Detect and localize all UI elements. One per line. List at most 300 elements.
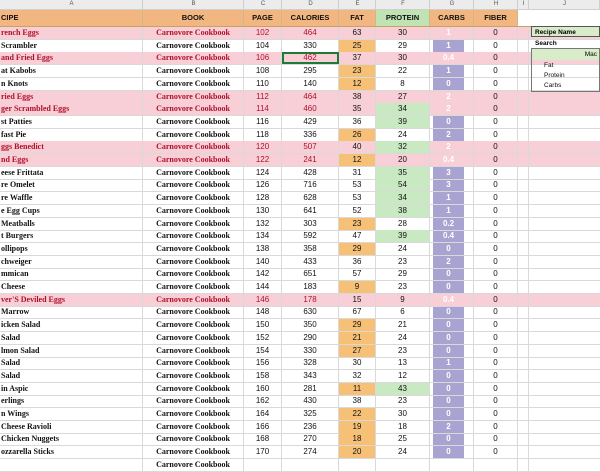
empty-cell[interactable] <box>518 319 529 331</box>
empty-cell[interactable] <box>518 129 529 141</box>
protein-cell[interactable]: 24 <box>376 129 430 141</box>
recipe-cell[interactable]: ver'S Deviled Eggs <box>0 294 143 306</box>
calories-cell[interactable]: 241 <box>282 154 339 166</box>
recipe-cell[interactable]: n Wings <box>0 408 143 420</box>
recipe-cell[interactable]: n Knots <box>0 78 143 90</box>
empty-cell[interactable] <box>518 268 529 280</box>
fiber-cell[interactable]: 0 <box>474 78 518 90</box>
book-cell[interactable]: Carnovore Cookbook <box>143 192 244 204</box>
carbs-cell[interactable]: 0 <box>430 433 474 445</box>
fiber-cell[interactable]: 0 <box>474 154 518 166</box>
calories-cell[interactable]: 330 <box>282 345 339 357</box>
empty-cell[interactable] <box>518 383 529 395</box>
page-cell[interactable]: 156 <box>244 357 282 369</box>
page-cell[interactable]: 148 <box>244 306 282 318</box>
book-cell[interactable]: Carnovore Cookbook <box>143 243 244 255</box>
fat-cell[interactable]: 22 <box>339 408 376 420</box>
carbs-cell[interactable]: 0 <box>430 116 474 128</box>
page-cell[interactable] <box>244 459 282 471</box>
column-letter-g[interactable]: G <box>449 1 455 7</box>
fiber-cell[interactable]: 0 <box>474 141 518 153</box>
protein-cell[interactable]: 23 <box>376 281 430 293</box>
fat-cell[interactable]: 29 <box>339 319 376 331</box>
book-cell[interactable]: Carnovore Cookbook <box>143 433 244 445</box>
page-cell[interactable]: 116 <box>244 116 282 128</box>
calories-cell[interactable]: 464 <box>282 91 339 103</box>
carbs-cell[interactable]: 2 <box>430 129 474 141</box>
book-cell[interactable]: Carnovore Cookbook <box>143 345 244 357</box>
calories-cell[interactable]: 270 <box>282 433 339 445</box>
recipe-cell[interactable]: eese Frittata <box>0 167 143 179</box>
fiber-cell[interactable]: 0 <box>474 306 518 318</box>
empty-cell[interactable] <box>518 154 529 166</box>
protein-cell[interactable]: 24 <box>376 446 430 458</box>
carbs-cell[interactable]: 2 <box>430 91 474 103</box>
fiber-cell[interactable]: 0 <box>474 383 518 395</box>
book-cell[interactable]: Carnovore Cookbook <box>143 91 244 103</box>
page-cell[interactable]: 150 <box>244 319 282 331</box>
calories-cell[interactable]: 328 <box>282 357 339 369</box>
calories-cell[interactable] <box>282 459 339 471</box>
page-cell[interactable]: 166 <box>244 421 282 433</box>
empty-cell[interactable] <box>518 294 529 306</box>
header-recipe[interactable]: CIPE <box>0 10 143 26</box>
calories-cell[interactable]: 303 <box>282 218 339 230</box>
recipe-cell[interactable]: Salad <box>0 370 143 382</box>
recipe-cell[interactable]: ggs Benedict <box>0 141 143 153</box>
protein-cell[interactable]: 38 <box>376 205 430 217</box>
fiber-cell[interactable]: 0 <box>474 40 518 52</box>
fat-cell[interactable]: 19 <box>339 421 376 433</box>
fat-cell[interactable]: 15 <box>339 294 376 306</box>
fat-cell[interactable]: 53 <box>339 192 376 204</box>
book-cell[interactable]: Carnovore Cookbook <box>143 27 244 39</box>
fiber-cell[interactable]: 0 <box>474 319 518 331</box>
fat-cell[interactable]: 23 <box>339 218 376 230</box>
calories-cell[interactable]: 464 <box>282 27 339 39</box>
page-cell[interactable]: 146 <box>244 294 282 306</box>
fiber-cell[interactable]: 0 <box>474 243 518 255</box>
calories-cell[interactable]: 628 <box>282 192 339 204</box>
fat-cell[interactable]: 11 <box>339 383 376 395</box>
empty-cell[interactable] <box>518 103 529 115</box>
empty-cell[interactable] <box>518 243 529 255</box>
fat-cell[interactable]: 52 <box>339 205 376 217</box>
recipe-cell[interactable]: fast Pie <box>0 129 143 141</box>
fiber-cell[interactable] <box>474 459 518 471</box>
recipe-cell[interactable]: st Patties <box>0 116 143 128</box>
empty-cell[interactable] <box>518 141 529 153</box>
fiber-cell[interactable]: 0 <box>474 179 518 191</box>
fiber-cell[interactable]: 0 <box>474 52 518 64</box>
carbs-cell[interactable] <box>430 459 474 471</box>
book-cell[interactable]: Carnovore Cookbook <box>143 370 244 382</box>
recipe-cell[interactable]: Salad <box>0 332 143 344</box>
book-cell[interactable]: Carnovore Cookbook <box>143 40 244 52</box>
carbs-cell[interactable]: 0 <box>430 383 474 395</box>
book-cell[interactable]: Carnovore Cookbook <box>143 65 244 77</box>
protein-cell[interactable]: 34 <box>376 103 430 115</box>
carbs-cell[interactable]: 1 <box>430 192 474 204</box>
calories-cell[interactable]: 178 <box>282 294 339 306</box>
carbs-cell[interactable]: 2 <box>430 421 474 433</box>
page-cell[interactable]: 158 <box>244 370 282 382</box>
book-cell[interactable]: Carnovore Cookbook <box>143 281 244 293</box>
book-cell[interactable]: Carnovore Cookbook <box>143 459 244 471</box>
page-cell[interactable]: 134 <box>244 230 282 242</box>
empty-cell[interactable] <box>518 116 529 128</box>
fiber-cell[interactable]: 0 <box>474 421 518 433</box>
fiber-cell[interactable]: 0 <box>474 129 518 141</box>
fiber-cell[interactable]: 0 <box>474 433 518 445</box>
book-cell[interactable]: Carnovore Cookbook <box>143 319 244 331</box>
page-cell[interactable]: 144 <box>244 281 282 293</box>
fat-cell[interactable]: 12 <box>339 154 376 166</box>
fat-cell[interactable]: 27 <box>339 345 376 357</box>
fat-cell[interactable]: 57 <box>339 268 376 280</box>
recipe-cell[interactable]: Cheese Ravioli <box>0 421 143 433</box>
book-cell[interactable]: Carnovore Cookbook <box>143 129 244 141</box>
protein-cell[interactable]: 8 <box>376 78 430 90</box>
carbs-cell[interactable]: 0 <box>430 408 474 420</box>
carbs-cell[interactable]: 1 <box>430 27 474 39</box>
fat-cell[interactable]: 63 <box>339 27 376 39</box>
empty-cell[interactable] <box>518 345 529 357</box>
book-cell[interactable]: Carnovore Cookbook <box>143 78 244 90</box>
calories-cell[interactable]: 290 <box>282 332 339 344</box>
column-letter-d[interactable]: D <box>308 1 313 7</box>
recipe-cell[interactable]: nd Eggs <box>0 154 143 166</box>
page-cell[interactable]: 170 <box>244 446 282 458</box>
recipe-cell[interactable] <box>0 459 143 471</box>
carbs-cell[interactable]: 0 <box>430 395 474 407</box>
recipe-cell[interactable]: Marrow <box>0 306 143 318</box>
fat-cell[interactable]: 38 <box>339 91 376 103</box>
carbs-cell[interactable]: 1 <box>430 357 474 369</box>
recipe-cell[interactable]: chweiger <box>0 256 143 268</box>
protein-cell[interactable] <box>376 459 430 471</box>
protein-cell[interactable]: 29 <box>376 40 430 52</box>
calories-cell[interactable]: 592 <box>282 230 339 242</box>
fiber-cell[interactable]: 0 <box>474 446 518 458</box>
book-cell[interactable]: Carnovore Cookbook <box>143 306 244 318</box>
column-letter-c[interactable]: C <box>260 1 266 7</box>
protein-cell[interactable]: 30 <box>376 408 430 420</box>
fiber-cell[interactable]: 0 <box>474 332 518 344</box>
carbs-cell[interactable]: 0.4 <box>430 52 474 64</box>
book-cell[interactable]: Carnovore Cookbook <box>143 218 244 230</box>
protein-cell[interactable]: 20 <box>376 154 430 166</box>
carbs-cell[interactable]: 0 <box>430 306 474 318</box>
carbs-cell[interactable]: 0.4 <box>430 294 474 306</box>
page-cell[interactable]: 164 <box>244 408 282 420</box>
fat-cell[interactable]: 36 <box>339 256 376 268</box>
calories-cell[interactable]: 274 <box>282 446 339 458</box>
calories-cell[interactable]: 295 <box>282 65 339 77</box>
empty-cell[interactable] <box>518 256 529 268</box>
recipe-cell[interactable]: ried Eggs <box>0 91 143 103</box>
page-cell[interactable]: 114 <box>244 103 282 115</box>
recipe-cell[interactable]: lmon Salad <box>0 345 143 357</box>
carbs-cell[interactable]: 0 <box>430 332 474 344</box>
fiber-cell[interactable]: 0 <box>474 192 518 204</box>
empty-cell[interactable] <box>518 459 529 471</box>
fiber-cell[interactable]: 0 <box>474 91 518 103</box>
page-cell[interactable]: 112 <box>244 91 282 103</box>
empty-cell[interactable] <box>518 230 529 242</box>
fat-cell[interactable]: 29 <box>339 243 376 255</box>
book-cell[interactable]: Carnovore Cookbook <box>143 103 244 115</box>
carbs-cell[interactable]: 2 <box>430 141 474 153</box>
empty-cell[interactable] <box>518 91 529 103</box>
protein-cell[interactable]: 23 <box>376 256 430 268</box>
empty-cell[interactable] <box>518 433 529 445</box>
fat-cell[interactable]: 9 <box>339 281 376 293</box>
calories-cell[interactable]: 428 <box>282 167 339 179</box>
book-cell[interactable]: Carnovore Cookbook <box>143 52 244 64</box>
fiber-cell[interactable]: 0 <box>474 116 518 128</box>
calories-cell[interactable]: 140 <box>282 78 339 90</box>
fiber-cell[interactable]: 0 <box>474 27 518 39</box>
fiber-cell[interactable]: 0 <box>474 408 518 420</box>
recipe-name-search-label[interactable]: Recipe Name Search <box>531 26 600 37</box>
calories-cell[interactable]: 630 <box>282 306 339 318</box>
recipe-cell[interactable]: in Aspic <box>0 383 143 395</box>
protein-cell[interactable]: 23 <box>376 345 430 357</box>
recipe-cell[interactable]: Cheese <box>0 281 143 293</box>
book-cell[interactable]: Carnovore Cookbook <box>143 141 244 153</box>
empty-cell[interactable] <box>518 357 529 369</box>
carbs-cell[interactable]: 0 <box>430 243 474 255</box>
recipe-cell[interactable]: Chicken Nuggets <box>0 433 143 445</box>
calories-cell[interactable]: 433 <box>282 256 339 268</box>
page-cell[interactable]: 142 <box>244 268 282 280</box>
book-cell[interactable]: Carnovore Cookbook <box>143 179 244 191</box>
carbs-cell[interactable]: 1 <box>430 205 474 217</box>
fat-cell[interactable]: 21 <box>339 332 376 344</box>
fat-cell[interactable]: 37 <box>339 52 376 64</box>
recipe-cell[interactable]: ozzarella Sticks <box>0 446 143 458</box>
calories-cell[interactable]: 716 <box>282 179 339 191</box>
fat-cell[interactable]: 47 <box>339 230 376 242</box>
header-fat[interactable]: FAT <box>339 10 376 26</box>
protein-cell[interactable]: 28 <box>376 218 430 230</box>
column-letter-j[interactable]: J <box>563 1 566 7</box>
empty-cell[interactable] <box>518 421 529 433</box>
empty-cell[interactable] <box>518 179 529 191</box>
recipe-cell[interactable]: re Waffle <box>0 192 143 204</box>
page-cell[interactable]: 138 <box>244 243 282 255</box>
fat-cell[interactable]: 36 <box>339 116 376 128</box>
protein-cell[interactable]: 35 <box>376 167 430 179</box>
protein-cell[interactable]: 39 <box>376 116 430 128</box>
protein-cell[interactable]: 27 <box>376 91 430 103</box>
book-cell[interactable]: Carnovore Cookbook <box>143 230 244 242</box>
calories-cell[interactable]: 641 <box>282 205 339 217</box>
carbs-cell[interactable]: 0.4 <box>430 230 474 242</box>
page-cell[interactable]: 126 <box>244 179 282 191</box>
calories-cell[interactable]: 358 <box>282 243 339 255</box>
calories-cell[interactable]: 336 <box>282 129 339 141</box>
fiber-cell[interactable]: 0 <box>474 205 518 217</box>
fiber-cell[interactable]: 0 <box>474 103 518 115</box>
book-cell[interactable]: Carnovore Cookbook <box>143 408 244 420</box>
fat-cell[interactable]: 18 <box>339 433 376 445</box>
book-cell[interactable]: Carnovore Cookbook <box>143 395 244 407</box>
page-cell[interactable]: 108 <box>244 65 282 77</box>
book-cell[interactable]: Carnovore Cookbook <box>143 383 244 395</box>
recipe-cell[interactable]: Salad <box>0 357 143 369</box>
protein-cell[interactable]: 32 <box>376 141 430 153</box>
page-cell[interactable]: 104 <box>244 40 282 52</box>
fiber-cell[interactable]: 0 <box>474 218 518 230</box>
fiber-cell[interactable]: 0 <box>474 65 518 77</box>
empty-cell[interactable] <box>518 205 529 217</box>
calories-cell[interactable]: 281 <box>282 383 339 395</box>
book-cell[interactable]: Carnovore Cookbook <box>143 256 244 268</box>
empty-cell[interactable] <box>518 395 529 407</box>
empty-cell[interactable] <box>518 370 529 382</box>
page-cell[interactable]: 128 <box>244 192 282 204</box>
protein-cell[interactable]: 24 <box>376 332 430 344</box>
book-cell[interactable]: Carnovore Cookbook <box>143 421 244 433</box>
book-cell[interactable]: Carnovore Cookbook <box>143 167 244 179</box>
fiber-cell[interactable]: 0 <box>474 357 518 369</box>
calories-cell[interactable]: 350 <box>282 319 339 331</box>
empty-cell[interactable] <box>518 167 529 179</box>
fiber-cell[interactable]: 0 <box>474 281 518 293</box>
carbs-cell[interactable]: 0 <box>430 446 474 458</box>
book-cell[interactable]: Carnovore Cookbook <box>143 332 244 344</box>
calories-cell[interactable]: 325 <box>282 408 339 420</box>
header-page[interactable]: PAGE <box>244 10 282 26</box>
carbs-cell[interactable]: 0 <box>430 268 474 280</box>
page-cell[interactable]: 122 <box>244 154 282 166</box>
fat-cell[interactable]: 67 <box>339 306 376 318</box>
page-cell[interactable]: 130 <box>244 205 282 217</box>
protein-cell[interactable]: 23 <box>376 395 430 407</box>
page-cell[interactable]: 162 <box>244 395 282 407</box>
page-cell[interactable]: 160 <box>244 383 282 395</box>
protein-cell[interactable]: 12 <box>376 370 430 382</box>
page-cell[interactable]: 154 <box>244 345 282 357</box>
protein-cell[interactable]: 22 <box>376 65 430 77</box>
protein-cell[interactable]: 24 <box>376 243 430 255</box>
fat-cell[interactable] <box>339 459 376 471</box>
header-book[interactable]: BOOK <box>143 10 244 26</box>
carbs-cell[interactable]: 2 <box>430 256 474 268</box>
recipe-cell[interactable]: mmican <box>0 268 143 280</box>
fat-cell[interactable]: 53 <box>339 179 376 191</box>
protein-cell[interactable]: 13 <box>376 357 430 369</box>
book-cell[interactable]: Carnovore Cookbook <box>143 294 244 306</box>
empty-cell[interactable] <box>518 332 529 344</box>
empty-cell[interactable] <box>518 192 529 204</box>
carbs-cell[interactable]: 0 <box>430 78 474 90</box>
fiber-cell[interactable]: 0 <box>474 345 518 357</box>
calories-cell[interactable]: 330 <box>282 40 339 52</box>
carbs-cell[interactable]: 0 <box>430 319 474 331</box>
calories-cell[interactable]: 430 <box>282 395 339 407</box>
carbs-cell[interactable]: 1 <box>430 40 474 52</box>
recipe-cell[interactable]: at Kabobs <box>0 65 143 77</box>
empty-cell[interactable] <box>518 78 529 90</box>
page-cell[interactable]: 106 <box>244 52 282 64</box>
book-cell[interactable]: Carnovore Cookbook <box>143 116 244 128</box>
page-cell[interactable]: 102 <box>244 27 282 39</box>
carbs-cell[interactable]: 0 <box>430 345 474 357</box>
carbs-cell[interactable]: 1 <box>430 65 474 77</box>
book-cell[interactable]: Carnovore Cookbook <box>143 205 244 217</box>
empty-cell[interactable] <box>518 218 529 230</box>
calories-cell[interactable]: 429 <box>282 116 339 128</box>
fat-cell[interactable]: 32 <box>339 370 376 382</box>
column-letter-f[interactable]: F <box>401 1 405 7</box>
book-cell[interactable]: Carnovore Cookbook <box>143 357 244 369</box>
column-letter-a[interactable]: A <box>69 1 74 7</box>
page-cell[interactable]: 140 <box>244 256 282 268</box>
fat-cell[interactable]: 38 <box>339 395 376 407</box>
calories-cell[interactable]: 460 <box>282 103 339 115</box>
recipe-cell[interactable]: ger Scrambled Eggs <box>0 103 143 115</box>
fat-cell[interactable]: 35 <box>339 103 376 115</box>
page-cell[interactable]: 110 <box>244 78 282 90</box>
fat-cell[interactable]: 20 <box>339 446 376 458</box>
calories-cell[interactable]: 507 <box>282 141 339 153</box>
fiber-cell[interactable]: 0 <box>474 230 518 242</box>
book-cell[interactable]: Carnovore Cookbook <box>143 446 244 458</box>
empty-cell[interactable] <box>518 446 529 458</box>
page-cell[interactable]: 118 <box>244 129 282 141</box>
header-fiber[interactable]: FIBER <box>474 10 518 26</box>
fiber-cell[interactable]: 0 <box>474 294 518 306</box>
header-carbs[interactable]: CARBS <box>430 10 474 26</box>
fat-cell[interactable]: 31 <box>339 167 376 179</box>
protein-cell[interactable]: 25 <box>376 433 430 445</box>
recipe-cell[interactable]: e Egg Cups <box>0 205 143 217</box>
protein-cell[interactable]: 30 <box>376 52 430 64</box>
fiber-cell[interactable]: 0 <box>474 370 518 382</box>
empty-cell[interactable] <box>518 40 529 52</box>
recipe-cell[interactable]: and Fried Eggs <box>0 52 143 64</box>
carbs-cell[interactable]: 0 <box>430 281 474 293</box>
protein-cell[interactable]: 18 <box>376 421 430 433</box>
protein-cell[interactable]: 6 <box>376 306 430 318</box>
protein-cell[interactable]: 21 <box>376 319 430 331</box>
column-letter-e[interactable]: E <box>355 1 360 7</box>
fiber-cell[interactable]: 0 <box>474 268 518 280</box>
recipe-cell[interactable]: Meatballs <box>0 218 143 230</box>
protein-cell[interactable]: 30 <box>376 27 430 39</box>
column-letter-b[interactable]: B <box>191 1 196 7</box>
header-calories[interactable]: CALORIES <box>282 10 339 26</box>
empty-cell[interactable] <box>518 306 529 318</box>
carbs-cell[interactable]: 0.4 <box>430 154 474 166</box>
recipe-cell[interactable]: rench Eggs <box>0 27 143 39</box>
recipe-cell[interactable]: Scrambler <box>0 40 143 52</box>
fiber-cell[interactable]: 0 <box>474 256 518 268</box>
fiber-cell[interactable]: 0 <box>474 167 518 179</box>
fat-cell[interactable]: 30 <box>339 357 376 369</box>
protein-cell[interactable]: 39 <box>376 230 430 242</box>
recipe-cell[interactable]: erlings <box>0 395 143 407</box>
carbs-cell[interactable]: 3 <box>430 167 474 179</box>
fat-cell[interactable]: 40 <box>339 141 376 153</box>
book-cell[interactable]: Carnovore Cookbook <box>143 154 244 166</box>
carbs-cell[interactable]: 0 <box>430 370 474 382</box>
empty-cell[interactable] <box>518 65 529 77</box>
page-cell[interactable]: 120 <box>244 141 282 153</box>
